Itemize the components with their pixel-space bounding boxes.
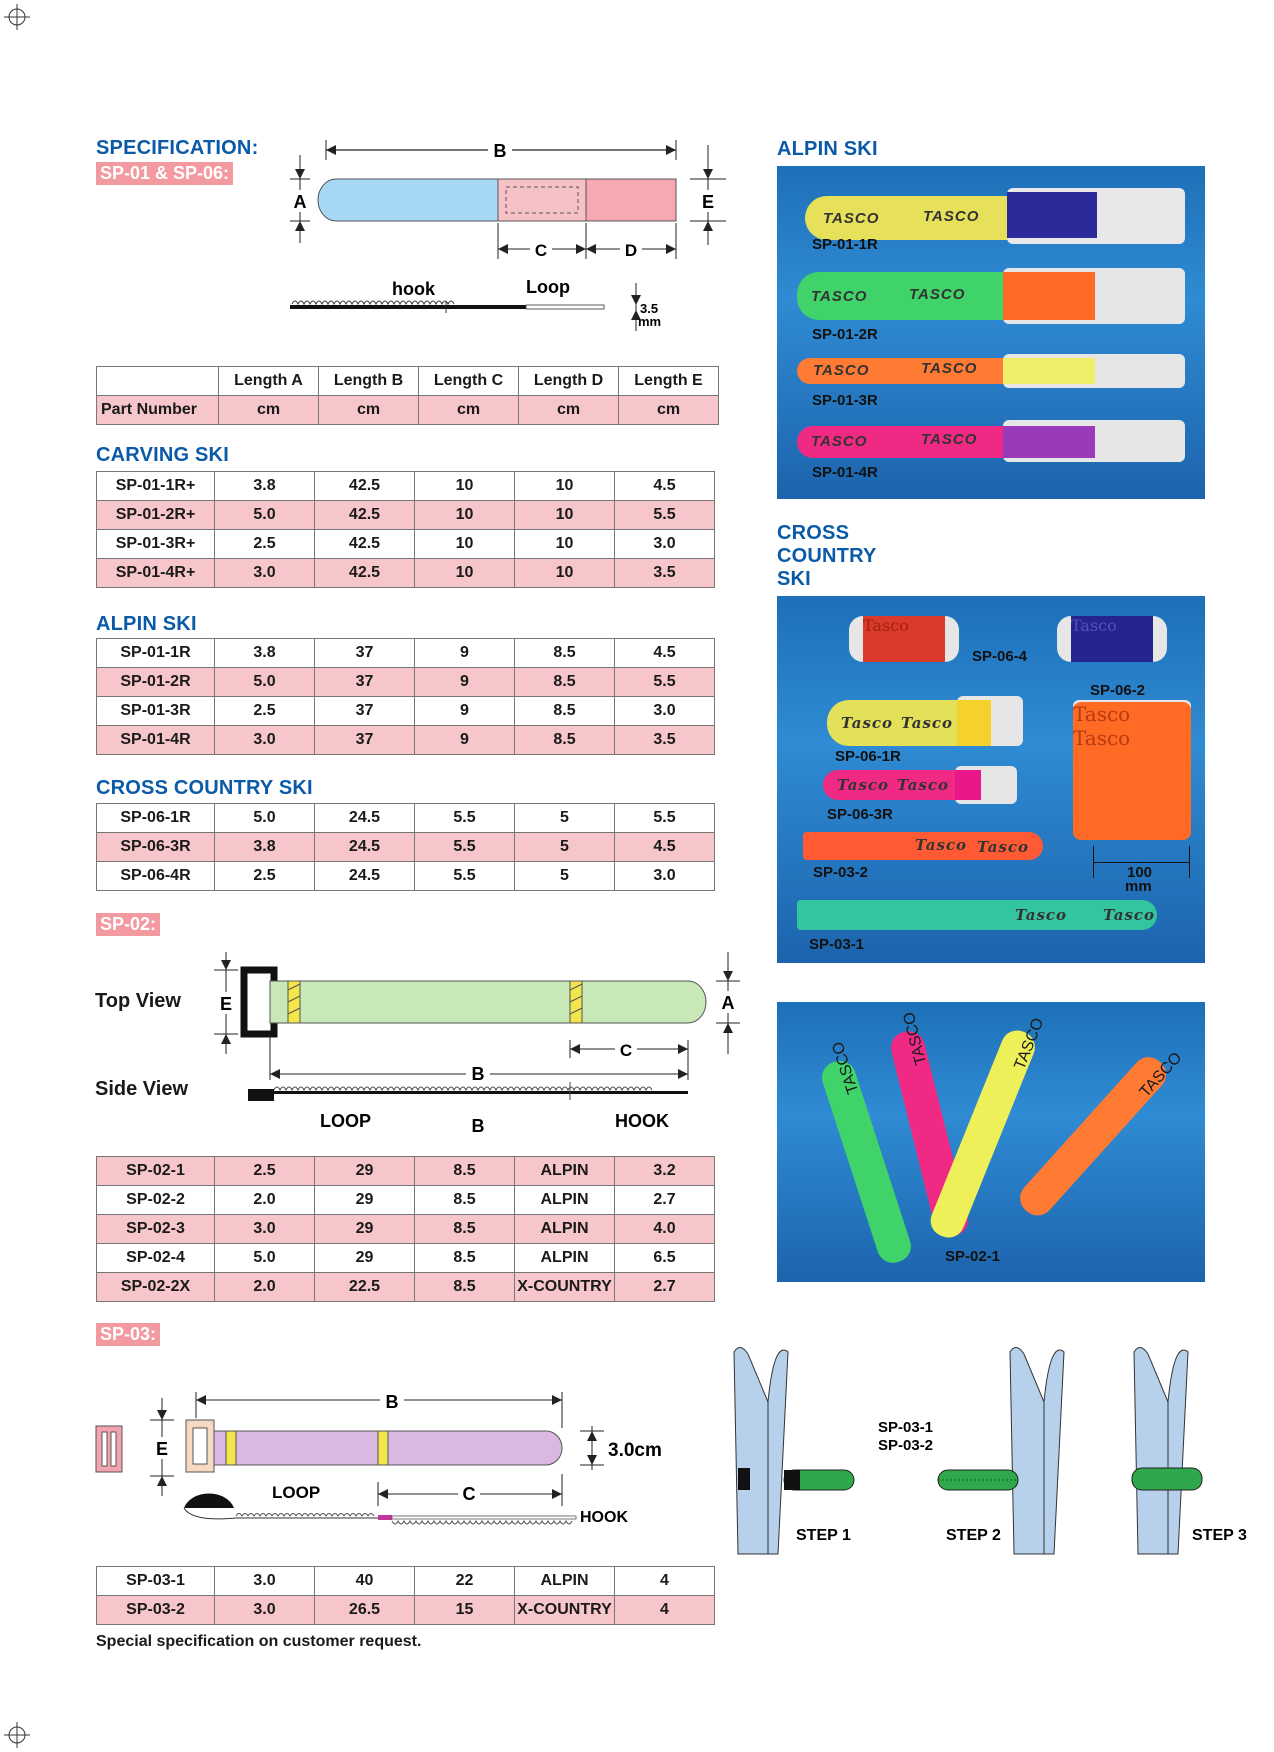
dim-a-label: A — [293, 192, 307, 212]
brand-text: Tasco — [1071, 616, 1117, 635]
cell: 3.0 — [615, 862, 715, 891]
dim-line — [1093, 862, 1189, 863]
brand-text: Tasco — [1073, 726, 1131, 750]
cell: 4.5 — [615, 639, 715, 668]
alpin-photo-title: ALPIN SKI — [777, 138, 878, 160]
th-length-d: Length D — [519, 367, 619, 396]
caption-sp-06-3r: SP-06-3R — [827, 806, 893, 823]
th-part-number: Part Number — [97, 396, 219, 425]
hook-label: hook — [392, 279, 435, 299]
cell: 10 — [515, 530, 615, 559]
cell: 2.7 — [615, 1273, 715, 1302]
cell: SP-06-3R — [97, 833, 215, 862]
strap-yellow — [805, 196, 1035, 240]
ski-step-3 — [1132, 1347, 1247, 1554]
brand-text: Tasco — [1103, 906, 1156, 924]
cell: SP-01-1R — [97, 639, 215, 668]
table-row — [97, 1244, 715, 1273]
cross-photo-title-2: COUNTRY — [777, 545, 877, 567]
cell: 4 — [615, 1567, 715, 1596]
cell: 29 — [315, 1215, 415, 1244]
cell: 5.0 — [215, 668, 315, 697]
cell: ALPIN — [515, 1215, 615, 1244]
cell: SP-02-2X — [97, 1273, 215, 1302]
brand-text: Tasco — [837, 776, 890, 794]
cell: 37 — [315, 726, 415, 755]
cell: 10 — [415, 530, 515, 559]
cell: 3.0 — [215, 726, 315, 755]
table-row — [97, 833, 715, 862]
cell: 5.0 — [215, 804, 315, 833]
sp03-e-label: E — [155, 1439, 169, 1459]
brand-text: TASCO — [829, 1039, 863, 1096]
thickness-label-2: mm — [638, 314, 662, 329]
strap-red — [863, 616, 945, 662]
sp03-tag: SP-03: — [96, 1323, 160, 1346]
ski-step-2 — [878, 1347, 1064, 1554]
brand-text: Tasco — [897, 776, 950, 794]
cell: SP-02-1 — [97, 1157, 215, 1186]
cell: 8.5 — [515, 726, 615, 755]
step-parts-1: SP-03-1 — [878, 1419, 934, 1436]
brand-text: TASCO — [921, 360, 978, 377]
th-length-c: Length C — [419, 367, 519, 396]
cell: 3.0 — [215, 1567, 315, 1596]
cell: 4.5 — [615, 472, 715, 501]
strap-sp03-2 — [803, 832, 1043, 860]
cell: SP-01-3R+ — [97, 530, 215, 559]
top-view-label: Top View — [95, 990, 181, 1012]
cell: 5 — [515, 833, 615, 862]
table-row — [97, 559, 715, 588]
cell: 9 — [415, 668, 515, 697]
caption-sp-06-1r: SP-06-1R — [835, 748, 901, 765]
cell: 3.5 — [615, 726, 715, 755]
brand-text: TASCO — [823, 210, 880, 227]
carving-title: CARVING SKI — [96, 444, 229, 466]
cell: 37 — [315, 639, 415, 668]
dim-b-label: B — [493, 141, 507, 161]
table-row — [97, 530, 715, 559]
strap-pink — [797, 426, 1027, 458]
cell: 8.5 — [415, 1186, 515, 1215]
cell: 2.0 — [215, 1186, 315, 1215]
cell: 15 — [415, 1596, 515, 1625]
cell: 8.5 — [515, 697, 615, 726]
cell: 5.5 — [615, 668, 715, 697]
caption-sp-03-1: SP-03-1 — [809, 936, 865, 953]
cross-title: CROSS COUNTRY SKI — [96, 777, 313, 799]
table-row — [97, 1215, 715, 1244]
cell: 5 — [515, 862, 615, 891]
brand-text: TASCO — [1011, 1015, 1048, 1073]
sp02-hook-label: HOOK — [615, 1111, 669, 1131]
table-row — [97, 472, 715, 501]
table-row — [97, 501, 715, 530]
cell: 26.5 — [315, 1596, 415, 1625]
sp02-table — [96, 1156, 715, 1302]
cell: SP-01-2R — [97, 668, 215, 697]
dim-100-unit: mm — [1125, 878, 1152, 895]
cell: 29 — [315, 1186, 415, 1215]
cell: 22 — [415, 1567, 515, 1596]
sp03-loop-label: LOOP — [272, 1483, 321, 1502]
caption-sp-01-4r: SP-01-4R — [812, 464, 878, 481]
th-unit: cm — [319, 396, 419, 425]
cell: SP-02-4 — [97, 1244, 215, 1273]
sp03-b-label: B — [385, 1392, 399, 1412]
cell: 9 — [415, 639, 515, 668]
step3-label: STEP 3 — [1192, 1527, 1247, 1544]
strap-orange-vertical — [1014, 1049, 1186, 1222]
cell: 10 — [415, 501, 515, 530]
sp02-b-label: B — [471, 1064, 485, 1084]
cell: SP-02-3 — [97, 1215, 215, 1244]
strap-yellow-small — [827, 700, 977, 746]
table-row — [97, 1567, 715, 1596]
table-row — [97, 668, 715, 697]
cell: 29 — [315, 1244, 415, 1273]
brand-text: Tasco — [1015, 906, 1068, 924]
cell: 29 — [315, 1157, 415, 1186]
th-unit: cm — [519, 396, 619, 425]
steps-illustration — [728, 1344, 1268, 1556]
alpin-photo — [777, 166, 1205, 499]
table-row — [97, 726, 715, 755]
sp03-table — [96, 1566, 715, 1625]
cell: 5 — [515, 804, 615, 833]
brand-text: TASCO — [900, 1010, 931, 1067]
thickness-label-1: 3.5 — [640, 301, 659, 316]
sp02-loop-label: LOOP — [320, 1111, 372, 1131]
step1-label: STEP 1 — [796, 1527, 851, 1544]
sp03-c-label: C — [462, 1484, 476, 1504]
strap-patch — [957, 700, 991, 746]
dim-e-label: E — [701, 192, 715, 212]
cell: 42.5 — [315, 559, 415, 588]
caption-sp-03-2: SP-03-2 — [813, 864, 869, 881]
th-length-b: Length B — [319, 367, 419, 396]
caption-sp-01-2r: SP-01-2R — [812, 326, 878, 343]
table-row — [97, 1157, 715, 1186]
cell: 4 — [615, 1596, 715, 1625]
cell: 8.5 — [415, 1244, 515, 1273]
cell: 5.5 — [415, 862, 515, 891]
cross-photo-title-3: SKI — [777, 568, 811, 590]
cross-table — [96, 803, 715, 891]
cell: 3.8 — [215, 833, 315, 862]
brand-text: Tasco — [915, 836, 968, 854]
table-row — [97, 1273, 715, 1302]
cell: 24.5 — [315, 804, 415, 833]
brand-text: Tasco — [863, 616, 909, 635]
table-row — [97, 639, 715, 668]
table-row — [97, 862, 715, 891]
brand-text: Tasco — [841, 714, 894, 732]
table-row — [97, 697, 715, 726]
cell: 37 — [315, 697, 415, 726]
cell: 40 — [315, 1567, 415, 1596]
cell: 10 — [515, 472, 615, 501]
cell: 37 — [315, 668, 415, 697]
cell: 3.0 — [215, 559, 315, 588]
cell: 5.5 — [615, 804, 715, 833]
sp02-b2-label: B — [471, 1116, 485, 1136]
th-length-e: Length E — [619, 367, 719, 396]
dim-c-label: C — [534, 241, 548, 260]
cell: 42.5 — [315, 530, 415, 559]
cell: 8.5 — [415, 1215, 515, 1244]
loop-label: Loop — [526, 277, 570, 297]
cell: 2.7 — [615, 1186, 715, 1215]
caption-sp-06-4: SP-06-4 — [972, 648, 1028, 665]
cell: 8.5 — [415, 1157, 515, 1186]
th-length-a: Length A — [219, 367, 319, 396]
sp02-diagram — [210, 950, 750, 1140]
registration-mark-top — [4, 4, 30, 30]
carving-table — [96, 471, 715, 588]
sp02-c-label: C — [619, 1041, 633, 1060]
cell: SP-01-4R+ — [97, 559, 215, 588]
cell: 3.0 — [615, 697, 715, 726]
cell: 3.5 — [615, 559, 715, 588]
cell: SP-06-1R — [97, 804, 215, 833]
strap-green — [797, 272, 1027, 320]
th-blank — [97, 367, 219, 396]
dim-d-label: D — [624, 241, 638, 260]
cell: SP-01-1R+ — [97, 472, 215, 501]
cell: 8.5 — [515, 639, 615, 668]
cell: 2.5 — [215, 862, 315, 891]
th-unit: cm — [619, 396, 719, 425]
cross-photo — [777, 596, 1205, 963]
cell: 5.0 — [215, 501, 315, 530]
ski-step-1 — [734, 1347, 854, 1554]
caption-sp-01-1r: SP-01-1R — [812, 236, 878, 253]
cell: 5.5 — [415, 804, 515, 833]
cell: ALPIN — [515, 1567, 615, 1596]
cross-photo-title-1: CROSS — [777, 522, 850, 544]
cell: 3.0 — [615, 530, 715, 559]
caption-sp-06-2: SP-06-2 — [1090, 682, 1146, 699]
cell: 10 — [515, 559, 615, 588]
cell: 5.5 — [415, 833, 515, 862]
cell: SP-01-4R — [97, 726, 215, 755]
cell: SP-06-4R — [97, 862, 215, 891]
sp02-e-label: E — [219, 994, 233, 1014]
step-parts-2: SP-03-2 — [878, 1437, 934, 1454]
th-unit: cm — [219, 396, 319, 425]
strap-pink-small — [823, 770, 973, 800]
dim-100-value: 100 — [1127, 864, 1153, 881]
cell: 9 — [415, 697, 515, 726]
cell: 5.5 — [615, 501, 715, 530]
cell: 5.0 — [215, 1244, 315, 1273]
sp02-photo — [777, 1002, 1205, 1282]
step2-label: STEP 2 — [946, 1527, 1001, 1544]
brand-text: TASCO — [1136, 1049, 1186, 1101]
strap-orange-wide — [1073, 702, 1191, 840]
cell: 10 — [415, 472, 515, 501]
sp03-hook-label: HOOK — [580, 1509, 628, 1526]
cell: SP-01-2R+ — [97, 501, 215, 530]
cell: 3.0 — [215, 1215, 315, 1244]
brand-text: Tasco — [1073, 702, 1131, 726]
cell: 8.5 — [515, 668, 615, 697]
strap-patch — [1003, 272, 1095, 320]
spec-tag: SP-01 & SP-06: — [96, 162, 233, 185]
cell: 42.5 — [315, 472, 415, 501]
cell: ALPIN — [515, 1186, 615, 1215]
cell: 2.5 — [215, 697, 315, 726]
cell: SP-03-1 — [97, 1567, 215, 1596]
cell: 24.5 — [315, 862, 415, 891]
table-row — [97, 804, 715, 833]
alpin-title: ALPIN SKI — [96, 613, 197, 635]
cell: 10 — [415, 559, 515, 588]
th-unit: cm — [419, 396, 519, 425]
strap-patch — [1003, 426, 1095, 458]
strap-patch — [1003, 358, 1095, 384]
footnote: Special specification on customer request. — [96, 1633, 422, 1650]
cell: SP-02-2 — [97, 1186, 215, 1215]
cell: 2.5 — [215, 530, 315, 559]
cell: 3.2 — [615, 1157, 715, 1186]
cell: 3.0 — [215, 1596, 315, 1625]
spec-title: SPECIFICATION: — [96, 137, 259, 159]
brand-text: TASCO — [813, 362, 870, 379]
cell: 2.0 — [215, 1273, 315, 1302]
cell: 4.5 — [615, 833, 715, 862]
cell: 4.0 — [615, 1215, 715, 1244]
cell: X-COUNTRY — [515, 1273, 615, 1302]
cell: 22.5 — [315, 1273, 415, 1302]
strap-patch — [955, 770, 981, 800]
cell: 6.5 — [615, 1244, 715, 1273]
registration-mark-bottom — [4, 1722, 30, 1748]
cell: 2.5 — [215, 1157, 315, 1186]
cell: 24.5 — [315, 833, 415, 862]
sp03-diagram — [96, 1390, 662, 1540]
sp01-diagram — [290, 135, 740, 335]
strap-orange — [797, 358, 1027, 384]
sp02-a-label: A — [721, 993, 735, 1013]
cell: 3.8 — [215, 472, 315, 501]
cell: ALPIN — [515, 1244, 615, 1273]
cell: SP-01-3R — [97, 697, 215, 726]
brand-text: Tasco — [901, 714, 954, 732]
strap-patch — [1007, 192, 1097, 238]
strap-navy — [1071, 616, 1153, 662]
table-row — [97, 1186, 715, 1215]
dim-line — [1189, 846, 1190, 878]
brand-text: TASCO — [921, 431, 978, 448]
table-row — [97, 1596, 715, 1625]
alpin-table — [96, 638, 715, 755]
brand-text: TASCO — [811, 288, 868, 305]
cell: ALPIN — [515, 1157, 615, 1186]
cell: 8.5 — [415, 1273, 515, 1302]
strap-sp03-1 — [797, 900, 1157, 930]
caption-sp-01-3r: SP-01-3R — [812, 392, 878, 409]
spec-header-table — [96, 366, 719, 425]
cell: 10 — [515, 501, 615, 530]
brand-text: Tasco — [977, 838, 1030, 856]
cell: SP-03-2 — [97, 1596, 215, 1625]
brand-text: TASCO — [811, 433, 868, 450]
side-view-label: Side View — [95, 1078, 189, 1100]
sp02-tag: SP-02: — [96, 913, 160, 936]
brand-text: TASCO — [909, 286, 966, 303]
brand-text: TASCO — [923, 208, 980, 225]
sp03-width-label: 3.0cm — [608, 1440, 662, 1461]
cell: X-COUNTRY — [515, 1596, 615, 1625]
caption-sp-02-1: SP-02-1 — [945, 1248, 1001, 1265]
cell: 42.5 — [315, 501, 415, 530]
cell: 9 — [415, 726, 515, 755]
cell: 3.8 — [215, 639, 315, 668]
